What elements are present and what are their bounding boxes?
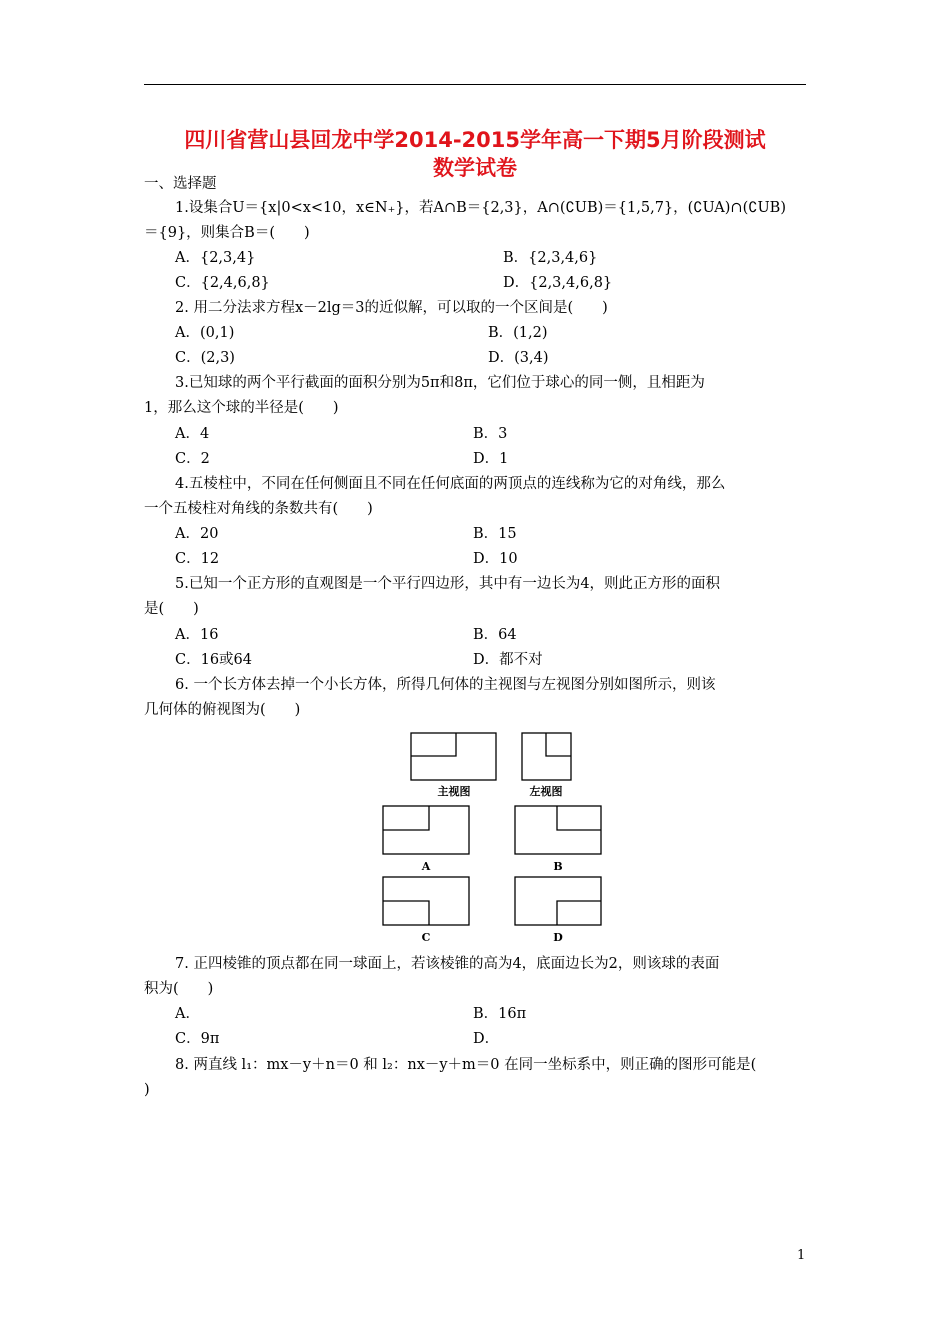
q2-option-b: B．(1,2) [488, 325, 548, 341]
q1-stem-line2: ＝{9}，则集合B＝( ) [144, 225, 310, 241]
q7-option-b: B．16π [473, 1006, 527, 1022]
q4-option-c: C．12 [175, 551, 220, 567]
q4-option-b: B．15 [473, 526, 517, 542]
q7-option-c: C．9π [175, 1031, 220, 1047]
q6-stem-line1: 6. 一个长方体去掉一个小长方体，所得几何体的主视图与左视图分别如图所示，则该 [175, 677, 716, 693]
q2-option-a: A．(0,1) [175, 325, 235, 341]
option-c-label: C [421, 931, 431, 944]
option-b-label: B [553, 860, 563, 873]
doc-subtitle: 数学试卷 [433, 156, 517, 180]
q5-option-c: C．16或64 [175, 652, 252, 668]
section-heading: 一、选择题 [144, 176, 217, 192]
q8-stem-line1: 8. 两直线 l₁：mx－y＋n＝0 和 l₂：nx－y＋m＝0 在同一坐标系中，则正确的图形可能是( [175, 1057, 757, 1073]
q1-option-b: B．{2,3,4,6} [503, 250, 598, 266]
option-b-drawing [515, 806, 601, 854]
q5-option-b: B．64 [473, 627, 517, 643]
q7-stem-line1: 7. 正四棱锥的顶点都在同一球面上，若该棱锥的高为4，底面边长为2，则该球的表面 [175, 956, 720, 972]
q1-stem-line1: 1.设集合U＝{x|0<x<10，x∈N₊}，若A∩B＝{2,3}，A∩(∁UB)＝{1,5,7}，(∁UA)∩(∁UB) [175, 200, 786, 216]
q2-option-d: D．(3,4) [488, 350, 549, 366]
q3-stem-line2: 1，那么这个球的半径是( ) [144, 400, 339, 416]
q3-option-a: A．4 [175, 426, 210, 442]
q1-option-a: A．{2,3,4} [175, 250, 256, 266]
q2-stem: 2. 用二分法求方程x－2lg＝3的近似解，可以取的一个区间是( ) [175, 300, 608, 316]
option-a-drawing [383, 806, 469, 854]
header-rule [144, 84, 806, 85]
left-view-label: 左视图 [529, 785, 563, 798]
q3-option-c: C．2 [175, 451, 210, 467]
q6-stem-line2: 几何体的俯视图为( ) [144, 702, 301, 718]
option-d-label: D [553, 931, 563, 944]
q3-option-d: D．1 [473, 451, 509, 467]
front-view-drawing [411, 733, 496, 780]
page-number: 1 [797, 1248, 806, 1263]
q1-option-c: C．{2,4,6,8} [175, 275, 270, 291]
q7-stem-line2: 积为( ) [144, 981, 214, 997]
q4-stem-line1: 4.五棱柱中，不同在任何侧面且不同在任何底面的两顶点的连线称为它的对角线，那么 [175, 476, 726, 492]
q5-stem-line1: 5.已知一个正方形的直观图是一个平行四边形，其中有一边长为4，则此正方形的面积 [175, 576, 721, 592]
option-a-label: A [421, 860, 431, 873]
q4-option-d: D．10 [473, 551, 518, 567]
option-c-drawing [383, 877, 469, 925]
q5-stem-line2: 是( ) [144, 601, 199, 617]
q8-stem-line2: ) [144, 1082, 150, 1098]
q1-option-d: D．{2,3,4,6,8} [503, 275, 613, 291]
q3-stem-line1: 3.已知球的两个平行截面的面积分别为5π和8π，它们位于球心的同一侧，且相距为 [175, 375, 705, 391]
q4-stem-line2: 一个五棱柱对角线的条数共有( ) [144, 501, 373, 517]
q5-option-a: A．16 [175, 627, 219, 643]
doc-title: 四川省营山县回龙中学2014-2015学年高一下期5月阶段测试 [184, 128, 766, 152]
front-view-label: 主视图 [437, 785, 471, 798]
q7-option-d: D． [473, 1031, 500, 1047]
left-view-drawing [522, 733, 571, 780]
q3-option-b: B．3 [473, 426, 508, 442]
q7-option-a: A． [175, 1006, 200, 1022]
option-d-drawing [515, 877, 601, 925]
q5-option-d: D．都不对 [473, 652, 543, 668]
q4-option-a: A．20 [175, 526, 219, 542]
q6-figure [370, 725, 610, 945]
q2-option-c: C．(2,3) [175, 350, 235, 366]
